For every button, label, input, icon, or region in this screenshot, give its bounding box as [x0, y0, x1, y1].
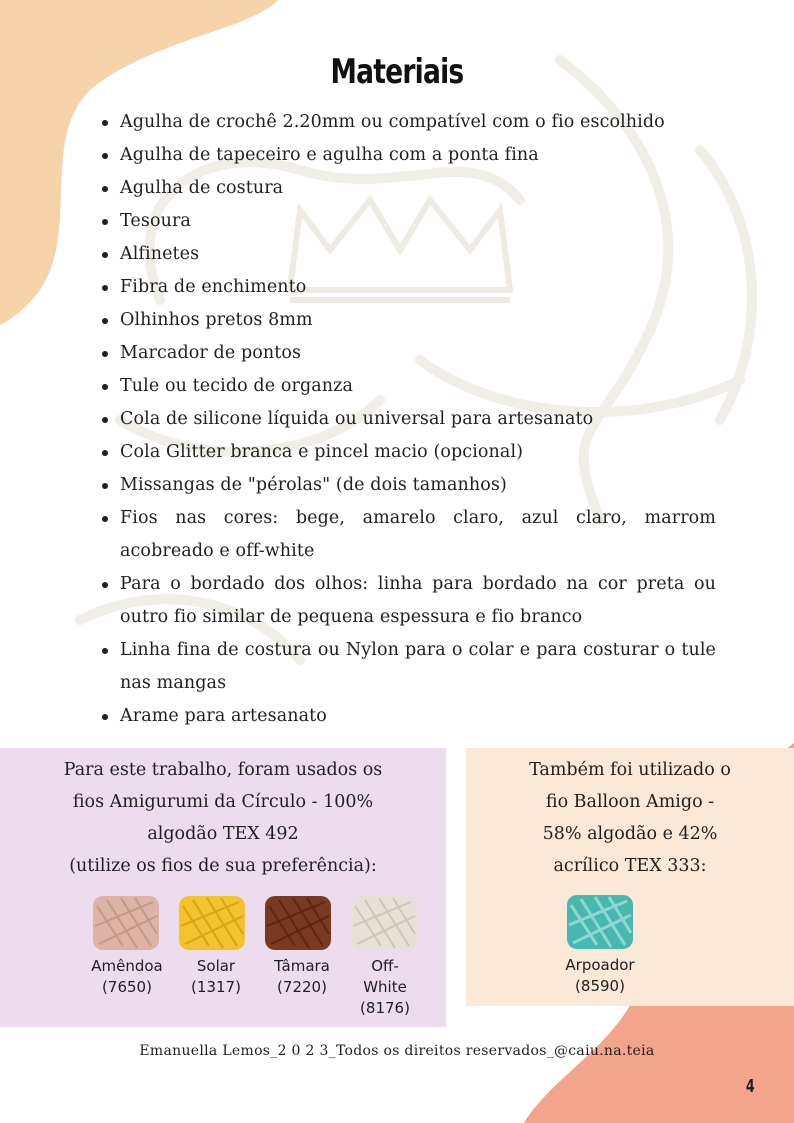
yarn-name: Amêndoa: [91, 957, 163, 975]
materials-list: [96, 106, 716, 733]
yarn-panel-circulo: [0, 748, 446, 1027]
panel-line: Também foi utilizado o: [529, 760, 731, 780]
list-item: Fibra de enchimento: [96, 271, 716, 304]
panel-line: algodão TEX 492: [147, 824, 299, 844]
footer-credits: Emanuella Lemos_2 0 2 3_Todos os direitos reservados_@caiu.na.teia: [139, 1043, 655, 1059]
yarn-code: (7220): [277, 978, 327, 996]
yarn-code: (1317): [191, 978, 241, 996]
yarn-name: Solar: [196, 957, 236, 975]
yarn-swatch-solar: [179, 896, 245, 950]
list-item: Agulha de tapeceiro e agulha com a ponta fina: [96, 139, 716, 172]
list-item: Tesoura: [96, 205, 716, 238]
yarn-label-amendoa: [84, 956, 170, 998]
panel-line: fios Amigurumi da Círculo - 100%: [72, 792, 374, 812]
list-item: Para o bordado dos olhos: linha para bordado na cor preta ou outro fio similar de pequena espessura e fio branco: [96, 568, 716, 634]
panel-line: (utilize os fios de sua preferência):: [69, 856, 377, 876]
list-item: Agulha de crochê 2.20mm ou compatível com o fio escolhido: [96, 106, 716, 139]
list-item: Alfinetes: [96, 238, 716, 271]
panel-line: fio Balloon Amigo -: [545, 792, 715, 812]
yarn-label-off-white: [345, 956, 425, 1019]
list-item: Agulha de costura: [96, 172, 716, 205]
yarn-panel-balloon: [466, 748, 794, 1006]
yarn-code: (7650): [102, 978, 152, 996]
list-item: Cola de silicone líquida ou universal para artesanato: [96, 403, 716, 436]
yarn-name: Tâmara: [274, 957, 330, 975]
list-item: Fios nas cores: bege, amarelo claro, azul claro, marrom acobreado e off-white: [96, 502, 716, 568]
yarn-name: Off-: [371, 957, 399, 975]
yarn-swatch-off-white: [351, 896, 417, 950]
page-number: 4: [745, 1076, 755, 1097]
page-title: Materiais: [330, 52, 464, 92]
yarn-swatch-amendoa: [93, 896, 159, 950]
list-item: Olhinhos pretos 8mm: [96, 304, 716, 337]
list-item: Arame para artesanato: [96, 700, 716, 733]
yarn-code: (8176): [360, 999, 410, 1017]
list-item: Marcador de pontos: [96, 337, 716, 370]
yarn-label-solar: [176, 956, 256, 998]
panel-line: 58% algodão e 42%: [542, 824, 718, 844]
panel-line: acrílico TEX 333:: [553, 856, 707, 876]
list-item: Missangas de "pérolas" (de dois tamanhos): [96, 469, 716, 502]
yarn-label-tamara: [262, 956, 342, 998]
yarn-name: White: [363, 978, 407, 996]
yarn-code: (8590): [575, 977, 625, 995]
list-item: Linha fina de costura ou Nylon para o colar e para costurar o tule nas mangas: [96, 634, 716, 700]
yarn-swatch-tamara: [265, 896, 331, 950]
yarn-name: Arpoador: [565, 956, 635, 974]
panel-line: Para este trabalho, foram usados os: [63, 760, 383, 780]
list-item: Cola Glitter branca e pincel macio (opcional): [96, 436, 716, 469]
yarn-swatch-arpoador: [567, 895, 633, 949]
list-item: Tule ou tecido de organza: [96, 370, 716, 403]
yarn-label-arpoador: [550, 955, 650, 997]
